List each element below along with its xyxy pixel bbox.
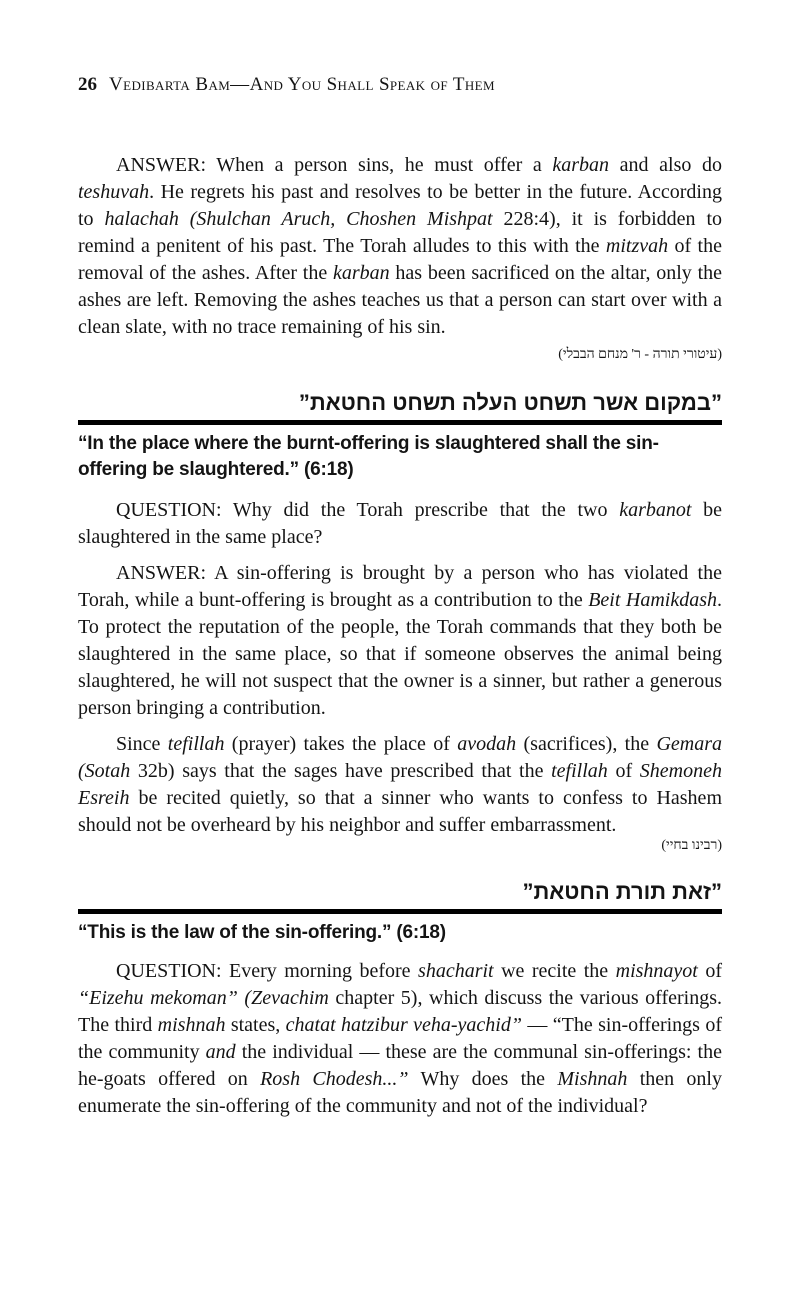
section-heading-hebrew: ”זאת תורת החטאת” bbox=[522, 879, 722, 904]
paragraph-answer-reputation: ANSWER: A sin-offering is brought by a person who has violated the Torah, while a bunt-offering is brought as a contribution to the Beit Hamikdash. To protect the reputation of the people, the Torah commands that they both be slaughtered in the same place, so that if someone observes the animal being slaughtered, he will not suspect that the owner is a sinner, but rather a generous person bringing a contribution. bbox=[78, 562, 722, 719]
section-heading-english: “This is the law of the sin-offering.” (6:18) bbox=[78, 922, 446, 943]
running-header bbox=[78, 0, 722, 96]
section-heading-english: “In the place where the burnt-offering is slaughtered shall the sin-offering be slaughtered.” (6:18) bbox=[78, 433, 659, 480]
section-heading-hebrew: ”במקום אשר תשחט העלה תשחט החטאת” bbox=[298, 390, 722, 415]
paragraph-tefillah: Since tefillah (prayer) takes the place of avodah (sacrifices), the Gemara (Sotah 32b) says that the sages have prescribed that the tefillah of Shemoneh Esreih be recited quietly, so that a sinner who wants to confess to Hashem should not be overheard by his neighbor and suffer embarrassment. bbox=[78, 733, 723, 836]
section-law-of-sin-offering bbox=[78, 879, 722, 946]
section-divider-rule bbox=[78, 420, 722, 425]
page-number: 26 bbox=[78, 74, 97, 95]
paragraph-question-same-place: QUESTION: Why did the Torah prescribe that the two karbanot be slaughtered in the same place? bbox=[78, 499, 722, 548]
citation-rabbeinu-bachya: (רבינו בחיי) bbox=[661, 838, 722, 853]
citation-iturei-torah: (עיטורי תורה - ר' מנחם הבבלי) bbox=[558, 347, 722, 362]
paragraph-answer-ashes: ANSWER: When a person sins, he must offer a karban and also do teshuvah. He regrets his past and resolves to be better in the future. According to halachah (Shulchan Aruch, Choshen Mishpat 228:4), it is forbidden to remind a penitent of his past. The Torah alludes to this with the mitzvah of the removal of the ashes. After the karban has been sacrificed on the altar, only the ashes are left. Removing the ashes teaches us that a person can start over with a clean slate, with no trace remaining of his sin. bbox=[78, 154, 723, 338]
section-divider-rule bbox=[78, 909, 722, 914]
running-title: Vedibarta Bam—And You Shall Speak of Them bbox=[109, 74, 495, 95]
section-burnt-offering bbox=[78, 390, 722, 483]
paragraph-question-mishnah: QUESTION: Every morning before shacharit we recite the mishnayot of “Eizehu mekoman” (Zevachim chapter 5), which discuss the various offerings. The third mishnah states, chatat hatzibur veha-yachid” — “The sin-offerings of the community and the individual — these are the communal sin-offerings: the he-goats offered on Rosh Chodesh...” Why does the Mishnah then only enumerate the sin-offering of the community and not of the individual? bbox=[78, 960, 722, 1117]
